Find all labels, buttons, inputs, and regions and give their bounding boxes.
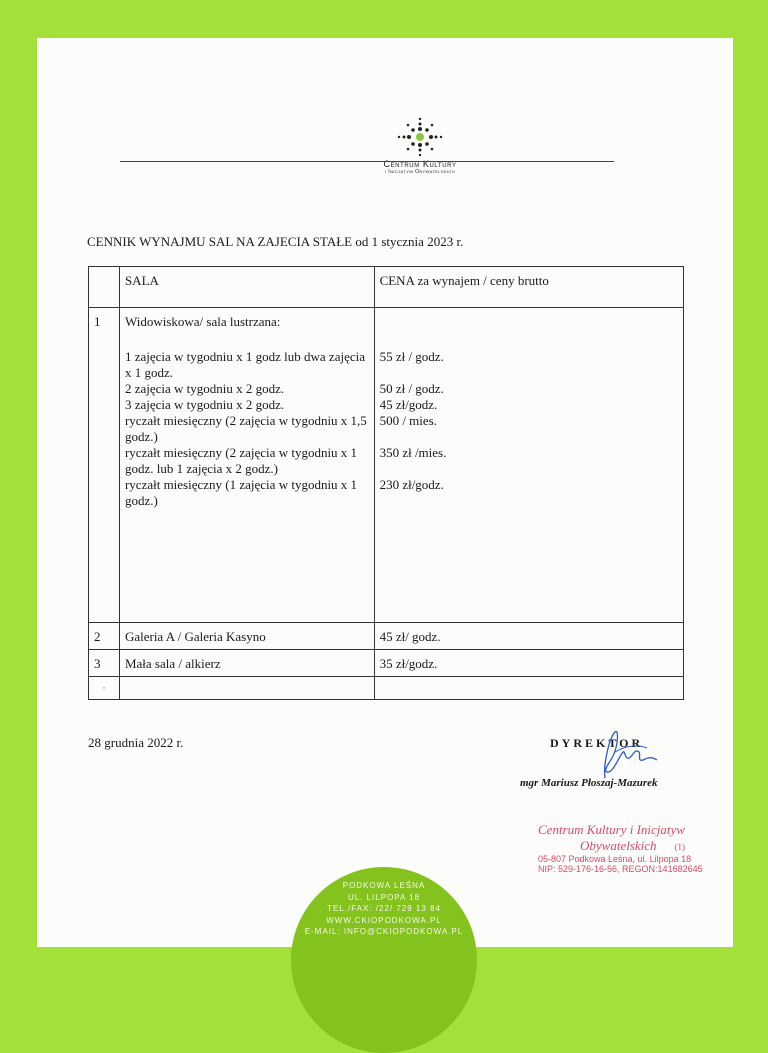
footer-city: PODKOWA LEŚNA: [342, 881, 426, 890]
room-cell: [119, 308, 374, 623]
room-price: 35 zł/godz.: [374, 650, 683, 677]
option-price: 230 zł/godz.: [379, 477, 444, 492]
header-cena: CENA za wynajem / ceny brutto: [374, 267, 683, 308]
signature-icon: [585, 726, 665, 784]
document-title: CENNIK WYNAJMU SAL NA ZAJECIA STAŁE od 1 stycznia 2023 r.: [87, 234, 464, 249]
option-price: 350 zł /mies.: [379, 445, 447, 460]
option-price: 50 zł / godz.: [379, 381, 444, 396]
footer-email: E-MAIL: INFO@CKIOPODKOWA.PL: [304, 927, 464, 936]
stamp-number: (1): [674, 842, 686, 852]
table-row: [89, 308, 684, 623]
organization-stamp: [538, 822, 703, 874]
row-number: 2: [89, 623, 120, 650]
table-row-empty: [89, 677, 684, 700]
header-divider: [120, 161, 614, 162]
room-name: Galeria A / Galeria Kasyno: [119, 623, 374, 650]
option-price: 45 zł/godz.: [379, 397, 438, 412]
sun-logo-icon: [395, 116, 445, 158]
option-price: 55 zł / godz.: [379, 349, 444, 364]
stamp-line-1: Centrum Kultury i Inicjatyw: [538, 822, 685, 837]
table-header-row: [89, 267, 684, 308]
option-desc: 1 zajęcia w tygodniu x 1 godz lub dwa zajęcia x 1 godz.: [124, 349, 366, 380]
option-desc: 3 zajęcia w tygodniu x 2 godz.: [124, 397, 285, 412]
stamp-tax-ids: NIP: 529-176-16-56, REGON:141682645: [538, 864, 703, 874]
option-desc: ryczałt miesięczny (2 zajęcia w tygodniu x 1,5 godz.): [124, 413, 367, 444]
room-name: Mała sala / alkierz: [119, 650, 374, 677]
table-row: [89, 623, 684, 650]
header-no: [89, 267, 120, 308]
document-date: 28 grudnia 2022 r.: [88, 735, 184, 750]
director-name: mgr Mariusz Płoszaj-Mazurek: [520, 777, 658, 789]
option-desc: 2 zajęcia w tygodniu x 2 godz.: [124, 381, 285, 396]
footer-phone: TEL./FAX: /22/ 729 13 84: [327, 904, 441, 913]
option-desc: ryczałt miesięczny (2 zajęcia w tygodniu x 1 godz. lub 1 zajęcia x 2 godz.): [124, 445, 358, 476]
price-table: [88, 266, 684, 700]
room-name: Widowiskowa/ sala lustrzana:: [124, 314, 281, 329]
director-title: DYREKTOR: [550, 736, 644, 750]
footer-street: UL. LILPOPA 18: [347, 892, 421, 902]
logo: [370, 116, 470, 175]
table-row: [89, 650, 684, 677]
logo-title: Centrum Kultury: [383, 159, 457, 169]
price-cell: [374, 308, 683, 623]
header-sala: SALA: [119, 267, 374, 308]
row-number: 3: [89, 650, 120, 677]
row-number: 1: [89, 308, 120, 623]
footer-contact: [291, 880, 477, 938]
logo-subtitle: i Inicjatyw Obywatelskich: [384, 169, 456, 175]
room-price: 45 zł/ godz.: [374, 623, 683, 650]
option-desc: ryczałt miesięczny (1 zajęcia w tygodniu x 1 godz.): [124, 477, 358, 508]
footer-website: WWW.CKIOPODKOWA.PL: [326, 915, 442, 925]
stamp-address: 05-807 Podkowa Leśna, ul. Lilpopa 18: [538, 854, 692, 864]
row-number: ·: [89, 677, 120, 700]
stamp-line-2: Obywatelskich: [580, 838, 657, 853]
option-price: 500 / mies.: [379, 413, 437, 428]
